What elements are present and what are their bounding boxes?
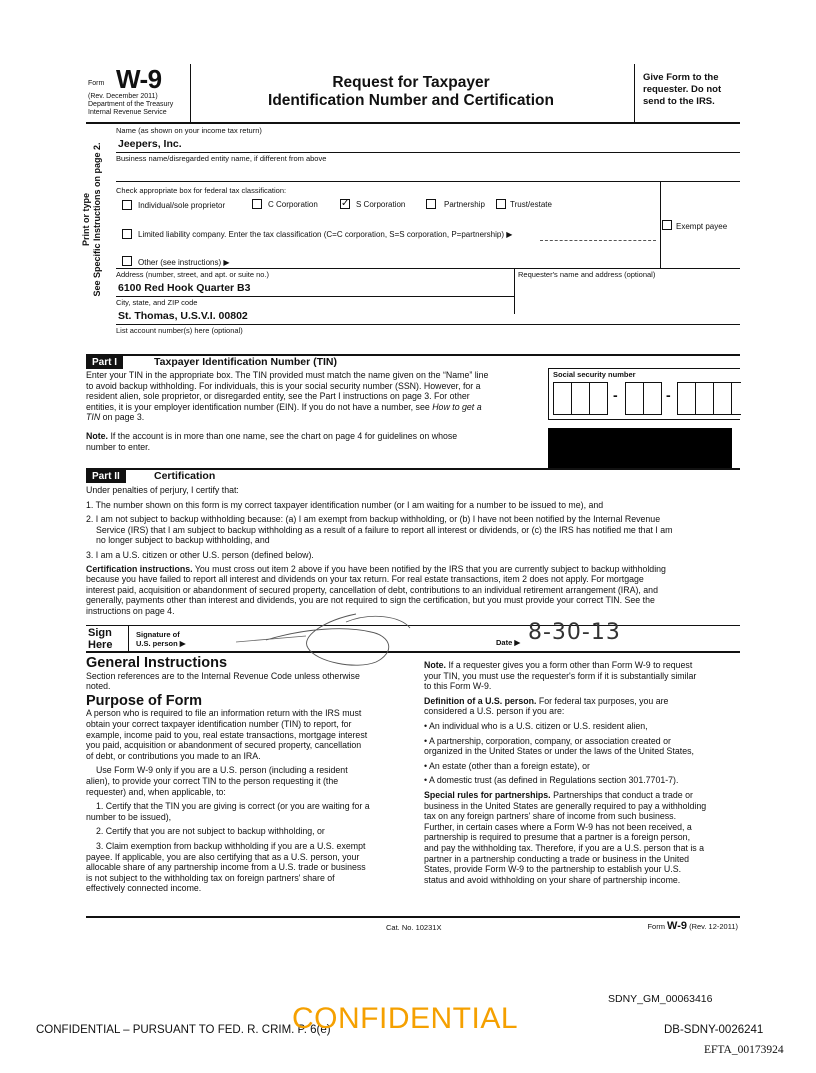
purpose-heading: Purpose of Form — [86, 692, 203, 709]
c-corp-label: C Corporation — [268, 200, 318, 209]
date-label: Date ▶ — [496, 638, 521, 647]
ssn-digit-8[interactable] — [713, 382, 732, 415]
individual-label: Individual/sole proprietor — [138, 201, 226, 210]
other-label: Other (see instructions) ▶ — [138, 258, 230, 267]
form-header — [86, 64, 740, 124]
sdny-gm-number: SDNY_GM_00063416 — [608, 993, 713, 1005]
s-corp-check-mark: ✓ — [341, 198, 350, 209]
ssn-dash-1: - — [613, 387, 618, 403]
side-label: Print or type See Specific Instructions on page 2. — [81, 142, 102, 297]
ssn-area — [548, 368, 740, 420]
general-instructions-heading: General Instructions — [86, 655, 228, 671]
business-name-label: Business name/disregarded entity name, if different from above — [116, 154, 327, 163]
w9-form — [81, 64, 740, 932]
form-number: W-9 — [116, 64, 162, 94]
part2-bar — [86, 468, 740, 482]
city-label: City, state, and ZIP code — [116, 298, 198, 307]
ein-redaction — [548, 428, 732, 468]
partnership-label: Partnership — [444, 200, 485, 209]
ssn-digit-7[interactable] — [695, 382, 714, 415]
exempt-payee-checkbox[interactable] — [662, 220, 672, 230]
c-corp-checkbox[interactable] — [252, 199, 262, 209]
us-person-column: Note. If a requester gives you a form other than Form W-9 to request your TIN, you must use the requester's form if it is substantially similar to this Form W-9. Definition of a U.S. person. For federal tax purposes, you are considered a U.S. person if you are: • An individual who is a U.S. citizen or U.S. resident alien, • A partnership, corporation, company, or association created or organized in the United States or under the laws of the United States, • An estate (other than a foreign estate), or • A domestic trust (as defined in Regulations section 301.7701-7). Special rules for partnerships. Partnerships that conduct a trade or business in the United States are generally required to pay a withholding tax on any foreign partners' share of income from such business. Further, in certain cases where a Form W-9 has not been received, a partnership is required to presume that a partner is a foreign person, and pay the withholding tax. Therefore, if you are a U.S. person that is a partner in a partnership conducting a trade or business in the United States, provide Form W-9 to the partnership to establish your U.S. status and avoid withholding on your share of partnership income. — [424, 660, 707, 885]
requester-label: Requester's name and address (optional) — [518, 270, 656, 279]
llc-label: Limited liability company. Enter the tax classification (C=C corporation, S=S corporation, P=partnership) ▶ — [138, 230, 513, 239]
date-value[interactable]: 8-30-13 — [528, 620, 621, 645]
confidential-stamp: CONFIDENTIAL — [292, 1002, 519, 1035]
ssn-digit-5[interactable] — [643, 382, 662, 415]
classification-label: Check appropriate box for federal tax classification: — [116, 186, 287, 195]
ssn-digit-4[interactable] — [625, 382, 644, 415]
certification-text: Under penalties of perjury, I certify that: 1. The number shown on this form is my correct taxpayer identification number (or I am waiting for a number to be issued to me), and 2. I am not subject to backup withholding because: (a) I am exempt from backup withholding, or (b) I have not been notified by the Internal Revenue Service (IRS) that I am subject to backup withholding as a result of a failure to report all interest or dividends, or (c) the IRS has notified me that I am no longer subject to backup withholding, and 3. I am a U.S. citizen or other U.S. person (defined below). Certification instructions. You must cross out item 2 above if you have been notified by the IRS that you are currently subject to backup withholding because you have failed to report all interest and dividends on your tax return. For real estate transactions, item 2 does not apply. For mortgage interest paid, acquisition or abandonment of secured property, cancellation of debt, contributions to an individual retirement arrangement (IRA), and generally, payments other than interest and dividends, you are not required to sign the certification, but you must provide your correct TIN. See the instructions on page 4. — [86, 485, 673, 616]
individual-checkbox[interactable] — [122, 200, 132, 210]
form-word: Form — [88, 80, 105, 87]
give-form-note: Give Form to the requester. Do not send to the IRS. — [634, 64, 740, 124]
ssn-dash-2: - — [666, 387, 671, 403]
s-corp-label: S Corporation — [356, 200, 406, 209]
part1-text: Enter your TIN in the appropriate box. The TIN provided must match the name given on the “Name” line to avoid backup withholding. For individuals, this is your social security number (SSN). However, for a resident alien, sole proprietor, or disregarded entity, see the Part I instructions on page 3. For other entities, it is your employer identification number (EIN). If you do not have a number, see How to get a TIN on page 3. — [86, 370, 489, 423]
exempt-payee-label: Exempt payee — [676, 222, 728, 231]
db-sdny-number: DB-SDNY-0026241 — [664, 1024, 764, 1036]
name-label: Name (as shown on your income tax return) — [116, 126, 262, 135]
signature-label: Signature of U.S. person ▶ — [136, 630, 186, 648]
part1-bar — [86, 354, 740, 368]
address-value[interactable]: 6100 Red Hook Quarter B3 — [118, 282, 251, 294]
other-checkbox[interactable] — [122, 256, 132, 266]
trust-checkbox[interactable] — [496, 199, 506, 209]
general-instructions-column: General Instructions Section references are to the Internal Revenue Code unless otherwise noted. Purpose of Form A person who is required to file an information return with the IRS must obtain your correct taxpayer identification number (TIN) to report, for example, income paid to you, real estate transactions, mortgage interest you paid, acquisition or abandonment of secured property, cancellation of debt, or contributions you made to an IRA. Use Form W-9 only if you are a U.S. person (including a resident alien), to provide your correct TIN to the person requesting it (the requester) and, when applicable, to: 1. Certify that the TIN you are giving is correct (or you are waiting for a number to be issued), 2. Certify that you are not subject to backup withholding, or 3. Claim exemption from backup withholding if you are a U.S. exempt payee. If applicable, you are also certifying that as a U.S. person, your allocable share of any partnership income from a U.S. trade or business is not subject to the withholding tax on foreign partners' share of effectively connected income. — [86, 658, 396, 894]
form-revision: (Rev. December 2011) Department of the Treasury Internal Revenue Service — [88, 93, 174, 116]
part1-title: Taxpayer Identification Number (TIN) — [154, 356, 337, 368]
ssn-digit-9[interactable] — [731, 382, 741, 415]
confidential-legend: CONFIDENTIAL – PURSUANT TO FED. R. CRIM. P. 6(e) — [36, 1024, 331, 1036]
llc-classification-line[interactable] — [540, 240, 656, 241]
account-label: List account number(s) here (optional) — [116, 326, 243, 335]
sign-here-row — [86, 620, 740, 653]
ssn-digit-3[interactable] — [589, 382, 608, 415]
efta-number: EFTA_00173924 — [704, 1044, 784, 1056]
sign-here-label: Sign Here — [88, 627, 113, 651]
ssn-digit-1[interactable] — [553, 382, 572, 415]
part2-title: Certification — [154, 470, 216, 482]
llc-checkbox[interactable] — [122, 229, 132, 239]
part1-note: Note. If the account is in more than one name, see the chart on page 4 for guidelines on whose number to enter. — [86, 431, 458, 452]
ssn-digit-2[interactable] — [571, 382, 590, 415]
signature-field[interactable] — [196, 630, 496, 652]
part2-label: Part II — [86, 470, 126, 483]
cat-number: Cat. No. 10231X — [386, 923, 442, 932]
part1-label: Part I — [86, 356, 123, 369]
trust-label: Trust/estate — [510, 200, 552, 209]
form-title: Request for Taxpayer Identification Number and Certification — [268, 74, 554, 109]
ssn-digit-6[interactable] — [677, 382, 696, 415]
name-value[interactable]: Jeepers, Inc. — [118, 138, 182, 150]
ssn-label: Social security number — [553, 370, 636, 379]
address-label: Address (number, street, and apt. or suite no.) — [116, 270, 269, 279]
form-footer-id: Form W-9 (Rev. 12-2011) — [647, 920, 738, 932]
city-value[interactable]: St. Thomas, U.S.V.I. 00802 — [118, 310, 248, 322]
partnership-checkbox[interactable] — [426, 199, 436, 209]
form-footer — [86, 916, 740, 934]
